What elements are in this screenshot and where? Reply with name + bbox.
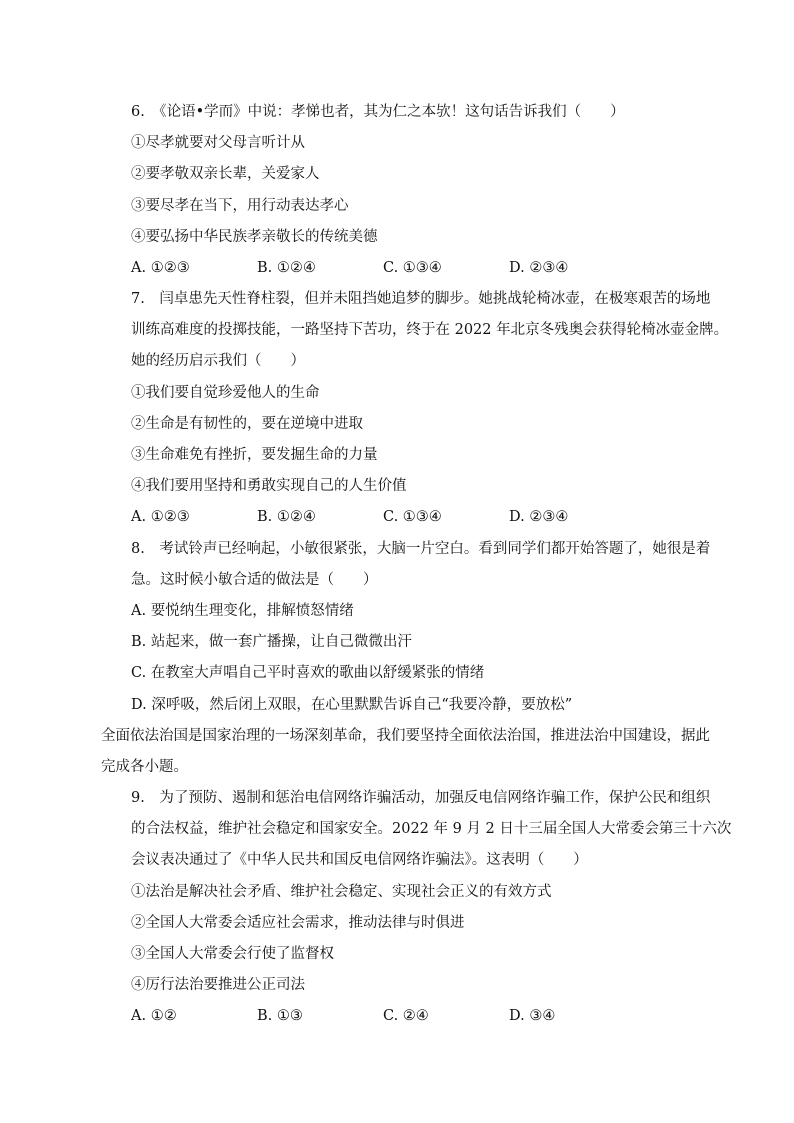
q6-choice-c: C. ①③④ bbox=[383, 260, 442, 276]
q9-stem-line-1: 9. 为了预防、遏制和惩治电信网络诈骗活动，加强反电信网络诈骗工作，保护公民和组织 bbox=[131, 790, 711, 806]
q8-option-b: B. 站起来，做一套广播操，让自己微微出汗 bbox=[131, 634, 412, 650]
q8-option-a: A. 要悦纳生理变化，排解愤怒情绪 bbox=[131, 603, 354, 619]
q7-item-3: ③生命难免有挫折，要发掘生命的力量 bbox=[131, 447, 378, 463]
q6-choice-b: B. ①②④ bbox=[257, 260, 316, 276]
q7-stem-line-3: 她的经历启示我们（ ） bbox=[131, 353, 305, 369]
q9-stem-line-2: 的合法权益，维护社会稳定和国家安全。2022 年 9 月 2 日十三届全国人大常委会第三十六次 bbox=[131, 821, 732, 837]
section-intro-line-1: 全面依法治国是国家治理的一场深刻革命，我们要坚持全面依法治国，推进法治中国建设，据此 bbox=[101, 728, 710, 744]
q6-stem: 6. 《论语•学而》中说：孝悌也者，其为仁之本欤！这句话告诉我们（ ） bbox=[131, 104, 625, 120]
q7-choice-c: C. ①③④ bbox=[383, 509, 442, 525]
q9-item-3: ③全国人大常委会行使了监督权 bbox=[131, 946, 334, 962]
section-intro-line-2: 完成各小题。 bbox=[101, 759, 188, 775]
q6-choice-d: D. ②③④ bbox=[509, 260, 569, 276]
q7-item-2: ②生命是有韧性的，要在逆境中进取 bbox=[131, 416, 363, 432]
q9-item-2: ②全国人大常委会适应社会需求，推动法律与时俱进 bbox=[131, 915, 465, 931]
q9-choice-c: C. ②④ bbox=[383, 1008, 429, 1024]
q7-choice-d: D. ②③④ bbox=[509, 509, 569, 525]
q9-choice-d: D. ③④ bbox=[509, 1008, 556, 1024]
q9-item-4: ④厉行法治要推进公正司法 bbox=[131, 977, 305, 993]
q6-item-4: ④要弘扬中华民族孝亲敬长的传统美德 bbox=[131, 229, 378, 245]
q9-choice-b: B. ①③ bbox=[257, 1008, 303, 1024]
q8-option-d: D. 深呼吸，然后闭上双眼，在心里默默告诉自己“我要冷静，要放松” bbox=[131, 697, 573, 713]
q6-item-3: ③要尽孝在当下，用行动表达孝心 bbox=[131, 198, 349, 214]
q8-stem-line-2: 急。这时候小敏合适的做法是（ ） bbox=[131, 572, 378, 588]
q8-option-c: C. 在教室大声唱自己平时喜欢的歌曲以舒缓紧张的情绪 bbox=[131, 665, 485, 681]
q7-stem-line-1: 7. 闫卓患先天性脊柱裂，但并未阻挡她追梦的脚步。她挑战轮椅冰壶，在极寒艰苦的场地 bbox=[131, 291, 711, 307]
q6-item-1: ①尽孝就要对父母言听计从 bbox=[131, 135, 305, 151]
q7-item-4: ④我们要用坚持和勇敢实现自己的人生价值 bbox=[131, 478, 407, 494]
q9-choice-a: A. ①② bbox=[131, 1008, 177, 1024]
q9-item-1: ①法治是解决社会矛盾、维护社会稳定、实现社会正义的有效方式 bbox=[131, 884, 552, 900]
q6-item-2: ②要孝敬双亲长辈，关爱家人 bbox=[131, 166, 320, 182]
q9-stem-line-3: 会议表决通过了《中华人民共和国反电信网络诈骗法》。这表明（ ） bbox=[131, 852, 588, 868]
q8-stem-line-1: 8. 考试铃声已经响起，小敏很紧张，大脑一片空白。看到同学们都开始答题了，她很是着 bbox=[131, 541, 711, 557]
q6-choice-a: A. ①②③ bbox=[131, 260, 190, 276]
q7-choice-b: B. ①②④ bbox=[257, 509, 316, 525]
q7-stem-line-2: 训练高难度的投掷技能，一路坚持下苦功，终于在 2022 年北京冬残奥会获得轮椅冰壶金牌。 bbox=[131, 322, 729, 338]
q7-item-1: ①我们要自觉珍爱他人的生命 bbox=[131, 385, 320, 401]
q7-choice-a: A. ①②③ bbox=[131, 509, 190, 525]
